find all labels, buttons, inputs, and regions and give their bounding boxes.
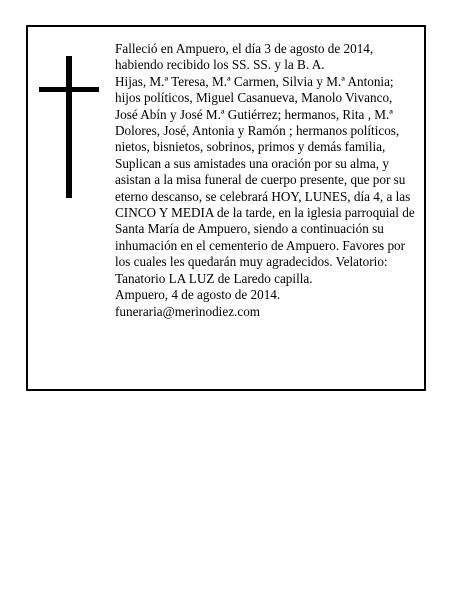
cross-horizontal-bar [39, 87, 99, 92]
notice-body [115, 41, 415, 320]
cross-vertical-bar [66, 56, 72, 198]
cross-icon [39, 56, 99, 198]
family-list: Hijas, M.ª Teresa, M.ª Carmen, Silvia y M.ª Antonia; hijos políticos, Miguel Casanueva, Manolo Vivanco, José Abín y José M.ª Gutiérrez; hermanos, Rita , M.ª Dolores, José, Antonia y Ramón ; hermanos políticos, nietos, bisnietos, sobrinos, primos y demás familia, [115, 73, 400, 155]
death-announcement: Falleció en Ampuero, el día 3 de agosto de 2014, habiendo recibido los SS. SS. y la B. A. [115, 41, 374, 73]
place-and-date: Ampuero, 4 de agosto de 2014. [115, 287, 281, 303]
funeral-details: Suplican a sus amistades una oración por su alma, y asistan a la misa funeral de cuerpo presente, que por su eterno descanso, se celebrará HOY, LUNES, día 4, a las CINCO Y MEDIA de la tarde, en la iglesia parroquial de Santa María de Ampuero, siendo a continuación su inhumación en el cementerio de Ampuero. Favores por los cuales les quedarán muy agradecidos. Velatorio: Tanatorio LA LUZ de Laredo capilla. [115, 155, 415, 286]
contact-email: funeraria@merinodiez.com [115, 303, 261, 319]
obituary-notice [26, 25, 426, 391]
